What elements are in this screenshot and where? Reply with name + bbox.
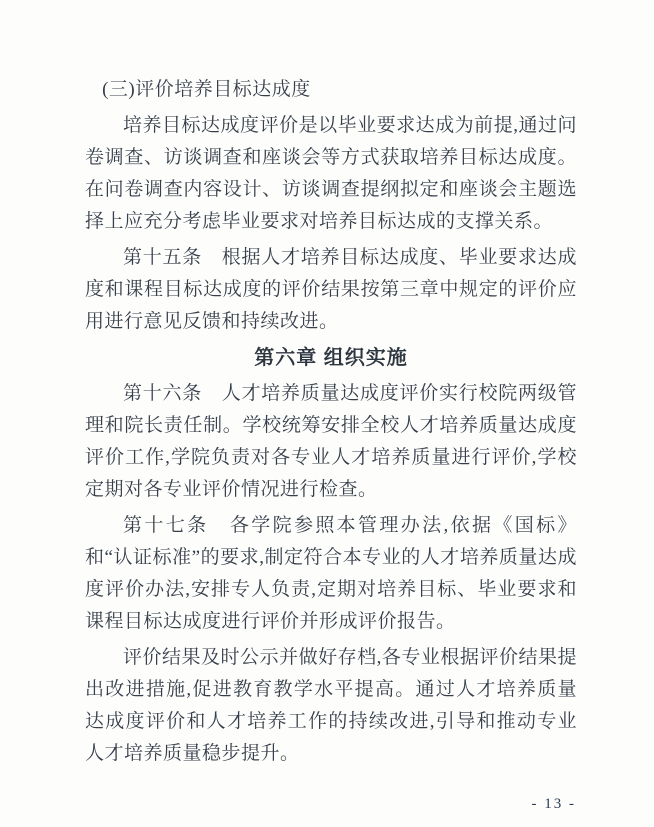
document-body [85,74,577,770]
subsection-heading: (三)评价培养目标达成度 [102,79,311,100]
page-number: - 13 - [531,796,576,812]
paragraph-article-16: 第十六条 人才培养质量达成度评价实行校院两级管理和院长责任制。学校统筹安排全校人才培养质量达成度评价工作,学院负责对各专业人才培养质量进行评价,学校定期对各专业评价情况进行检查。 [85,383,577,500]
paragraph-training-objective-evaluation: 培养目标达成度评价是以毕业要求达成为前提,通过问卷调查、访谈调查和座谈会等方式获取培养目标达成度。在问卷调查内容设计、访谈调查提纲拟定和座谈会主题选择上应充分考虑毕业要求对培养目标达成的支撑关系。 [85,115,577,232]
paragraph-article-15: 第十五条 根据人才培养目标达成度、毕业要求达成度和课程目标达成度的评价结果按第三章中规定的评价应用进行意见反馈和持续改进。 [85,247,577,332]
paragraph-article-17: 第十七条 各学院参照本管理办法,依据《国标》和“认证标准”的要求,制定符合本专业的人才培养质量达成度评价办法,安排专人负责,定期对培养目标、毕业要求和课程目标达成度进行评价并形成评价报告。 [85,515,577,632]
chapter-heading: 第六章 组织实施 [254,347,408,369]
paragraph-evaluation-results: 评价结果及时公示并做好存档,各专业根据评价结果提出改进措施,促进教育教学水平提高。通过人才培养质量达成度评价和人才培养工作的持续改进,引导和推动专业人才培养质量稳步提升。 [85,647,577,764]
